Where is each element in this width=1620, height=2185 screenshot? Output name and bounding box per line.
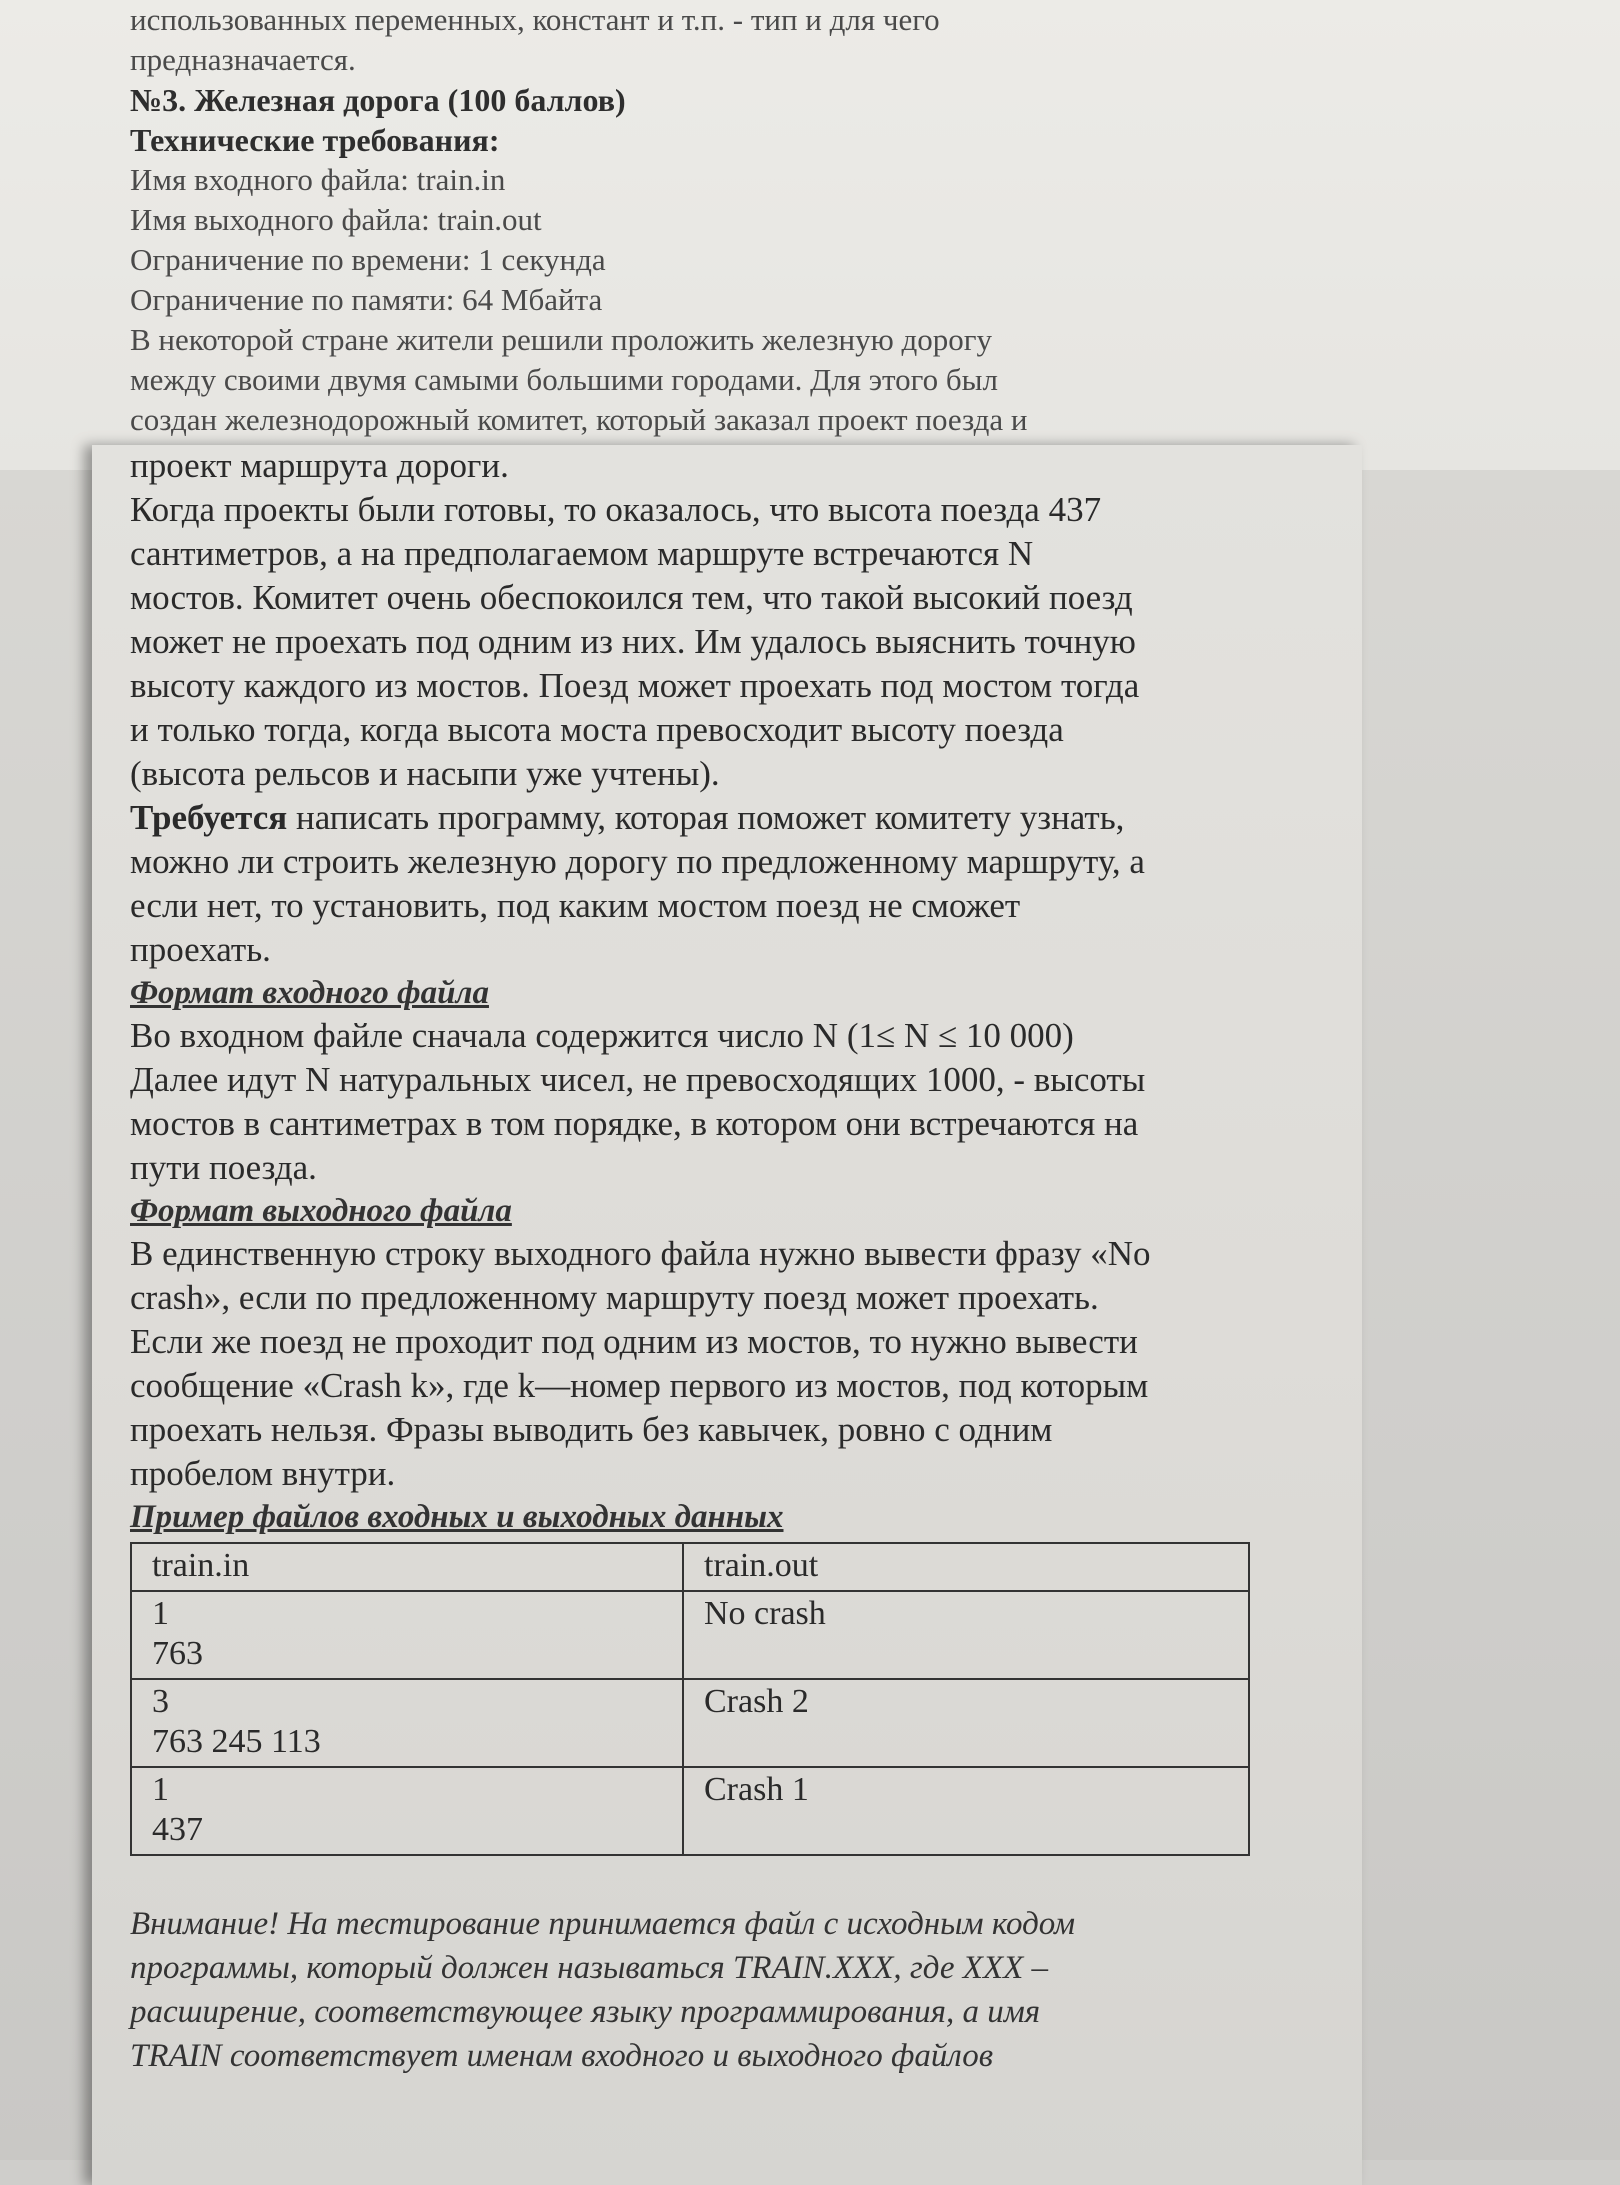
tech-line-time-limit: Ограничение по времени: 1 секунда	[130, 242, 606, 277]
statement-line: (высота рельсов и насыпи уже учтены).	[130, 754, 720, 793]
table-header-row	[131, 1543, 1249, 1591]
statement-line: В некоторой стране жители решили проложить железную дорогу	[130, 322, 992, 357]
example-output: Crash 2	[683, 1679, 1249, 1767]
note-line: Внимание! На тестирование принимается файл с исходным кодом	[130, 1906, 1076, 1942]
example-input-count: 3	[152, 1683, 169, 1720]
tech-line-output-file: Имя выходного файла: train.out	[130, 202, 542, 237]
example-input	[131, 1679, 683, 1767]
example-input-count: 1	[152, 1595, 169, 1632]
input-format-line: Далее идут N натуральных чисел, не превосходящих 1000, - высоты	[130, 1060, 1146, 1099]
top-fragment	[130, 0, 1310, 440]
example-input-count: 1	[152, 1771, 169, 1808]
example-input-heights: 763	[152, 1635, 203, 1672]
attention-note	[130, 1902, 1310, 2078]
header-output: train.out	[683, 1543, 1249, 1591]
statement-line: сантиметров, а на предполагаемом маршруте встречаются N	[130, 534, 1034, 573]
input-format-line: Во входном файле сначала содержится число N (1≤ N ≤ 10 000)	[130, 1016, 1074, 1055]
input-format-title: Формат входного файла	[130, 975, 489, 1011]
problem-title: №3. Железная дорога (100 баллов)	[130, 82, 626, 118]
output-format-line: сообщение «Crash k», где k—номер первого из мостов, под которым	[130, 1366, 1149, 1405]
statement-line: проект маршрута дороги.	[130, 446, 509, 485]
output-format-line: В единственную строку выходного файла нужно вывести фразу «No	[130, 1234, 1151, 1273]
output-format-line: пробелом внутри.	[130, 1454, 396, 1493]
output-format-line: crash», если по предложенному маршруту поезд может проехать.	[130, 1278, 1099, 1317]
note-line: TRAIN соответствует именам входного и выходного файлов	[130, 2038, 994, 2074]
table-row	[131, 1767, 1249, 1855]
output-format-title: Формат выходного файла	[130, 1193, 512, 1229]
document-text	[130, 0, 1310, 2078]
tech-line-input-file: Имя входного файла: train.in	[130, 162, 506, 197]
input-format-line: мостов в сантиметрах в том порядке, в котором они встречаются на	[130, 1104, 1139, 1143]
tech-line-memory-limit: Ограничение по памяти: 64 Мбайта	[130, 282, 603, 317]
examples-table	[130, 1542, 1250, 1856]
examples-title: Пример файлов входных и выходных данных	[130, 1499, 784, 1535]
note-line: программы, который должен называться TRAIN.XXX, где XXX –	[130, 1950, 1049, 1986]
statement-line: высоту каждого из мостов. Поезд может проехать под мостом тогда	[130, 666, 1140, 705]
requirement-line: если нет, то установить, под каким мостом поезд не сможет	[130, 886, 1021, 925]
tech-heading: Технические требования:	[130, 122, 500, 158]
requirement-line	[130, 796, 1310, 840]
input-format-line: пути поезда.	[130, 1148, 317, 1187]
example-input-heights: 437	[152, 1811, 203, 1848]
example-input	[131, 1767, 683, 1855]
statement-line: создан железнодорожный комитет, который заказал проект поезда и	[130, 402, 1028, 437]
output-format-line: Если же поезд не проходит под одним из мостов, то нужно вывести	[130, 1322, 1138, 1361]
requirement-line: можно ли строить железную дорогу по предложенному маршруту, а	[130, 842, 1145, 881]
requirement-text: написать программу, которая поможет комитету узнать,	[287, 798, 1125, 837]
text-line: использованных переменных, констант и т.п. - тип и для чего	[130, 2, 940, 37]
statement-line: между своими двумя самыми большими городами. Для этого был	[130, 362, 998, 397]
example-output: No crash	[683, 1591, 1249, 1679]
example-output: Crash 1	[683, 1767, 1249, 1855]
example-input-heights: 763 245 113	[152, 1723, 321, 1760]
note-line: расширение, соответствующее языку программирования, а имя	[130, 1994, 1041, 2030]
requirement-bold: Требуется	[130, 798, 288, 837]
example-input	[131, 1591, 683, 1679]
main-text	[130, 444, 1310, 2078]
statement-line: Когда проекты были готовы, то оказалось, что высота поезда 437	[130, 490, 1102, 529]
table-row	[131, 1591, 1249, 1679]
requirement-line: проехать.	[130, 930, 271, 969]
header-input: train.in	[131, 1543, 683, 1591]
statement-line: и только тогда, когда высота моста превосходит высоту поезда	[130, 710, 1064, 749]
text-line: предназначается.	[130, 42, 356, 77]
table-row	[131, 1679, 1249, 1767]
statement-line: мостов. Комитет очень обеспокоился тем, что такой высокий поезд	[130, 578, 1133, 617]
output-format-line: проехать нельзя. Фразы выводить без кавычек, ровно с одним	[130, 1410, 1053, 1449]
statement-line: может не проехать под одним из них. Им удалось выяснить точную	[130, 622, 1136, 661]
